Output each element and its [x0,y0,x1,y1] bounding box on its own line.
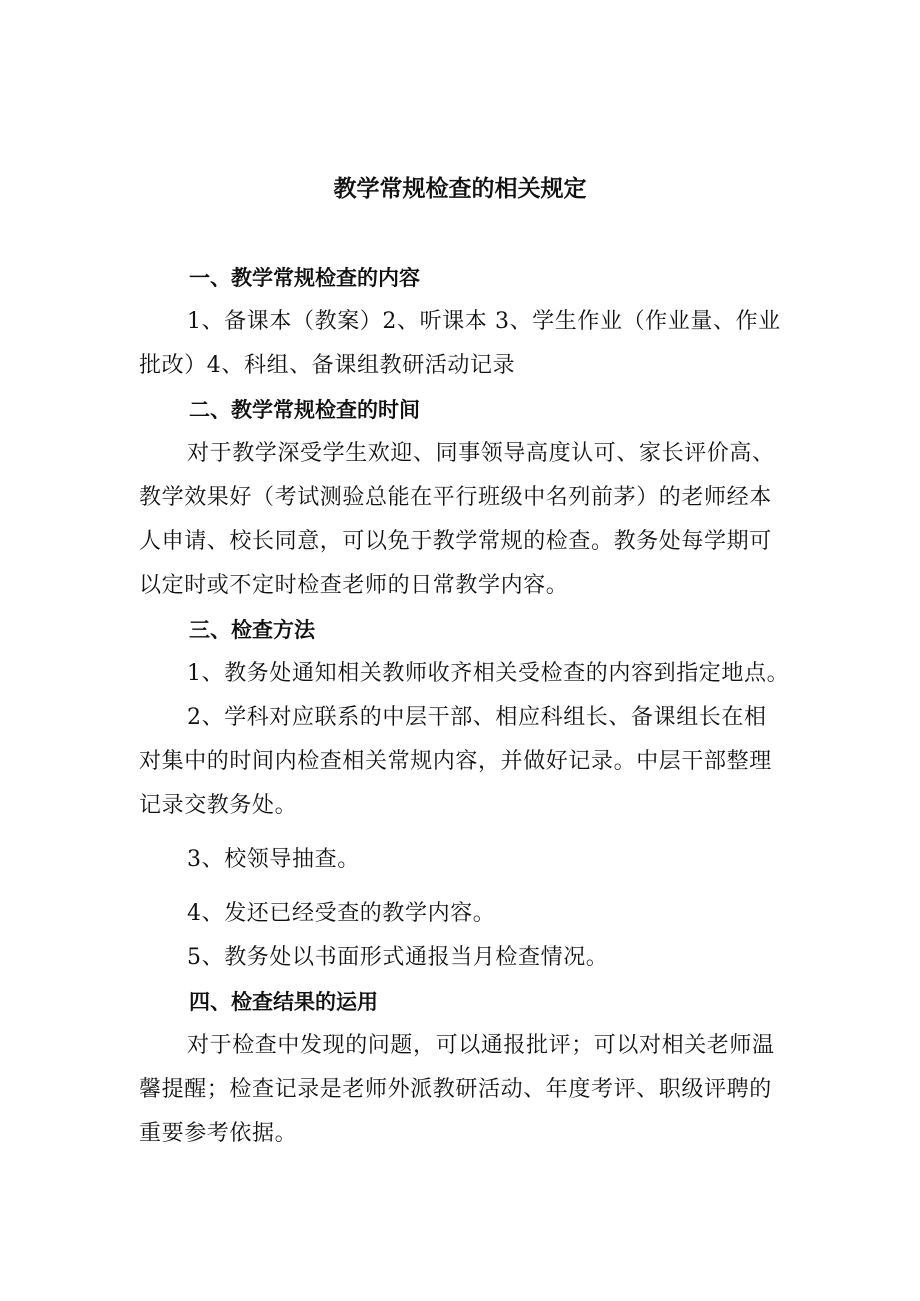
document-body [139,256,797,1156]
text-line: 教学效果好（考试测验总能在平行班级中名列前茅）的老师经本 [139,485,772,510]
spacer [139,828,797,838]
text-line: 对于检查中发现的问题，可以通报批评；可以对相关老师温 [187,1033,775,1058]
section-heading: 四、检查结果的运用 [189,989,378,1014]
text-line: 1、备课本（教案）2、听课本 3、学生作业（作业量、作业 [187,309,781,334]
text-line: 人申请、校长同意，可以免于教学常规的检查。教务处每学期可 [139,529,772,554]
text-line: 馨提醒；检查记录是老师外派教研活动、年度考评、职级评聘的 [139,1077,772,1102]
text-line: 3、校领导抽查。 [187,847,360,872]
paragraph [139,696,797,828]
section-heading: 一、教学常规检查的内容 [189,265,420,290]
section-method [139,608,797,980]
text-line: 以定时或不定时检查老师的日常教学内容。 [139,573,569,598]
section-time [139,388,797,608]
text-line: 重要参考依据。 [139,1121,298,1146]
paragraph [139,936,797,980]
paragraph [139,300,797,388]
paragraph [139,838,797,882]
paragraph [139,1024,797,1156]
section-content [139,256,797,388]
text-line: 2、学科对应联系的中层干部、相应科组长、备课组长在相 [187,705,767,730]
text-line: 1、教务处通知相关教师收齐相关受检查的内容到指定地点。 [187,661,790,686]
text-line: 5、教务处以书面形式通报当月检查情况。 [187,945,609,970]
document-title: 教学常规检查的相关规定 [333,175,587,202]
paragraph [139,892,797,936]
text-line: 对于教学深受学生欢迎、同事领导高度认可、家长评价高、 [187,441,775,466]
spacer [139,882,797,892]
text-line: 对集中的时间内检查相关常规内容，并做好记录。中层干部整理 [139,749,772,774]
text-line: 批改）4、科组、备课组教研活动记录 [139,353,516,378]
text-line: 4、发还已经受查的教学内容。 [187,901,496,926]
section-heading: 三、检查方法 [189,617,315,642]
paragraph [139,432,797,608]
text-line: 记录交教务处。 [139,793,298,818]
section-heading: 二、教学常规检查的时间 [189,397,420,422]
section-results [139,980,797,1156]
paragraph [139,652,797,696]
